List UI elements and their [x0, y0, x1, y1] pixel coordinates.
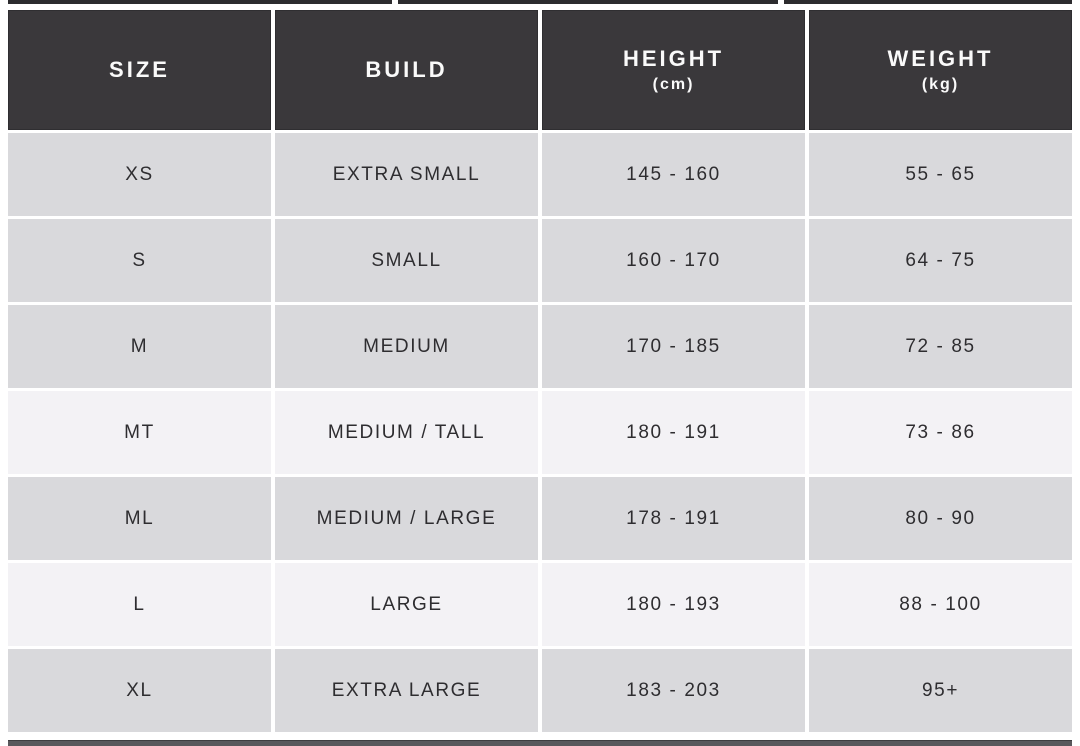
- table-cell-height: 178 - 191: [542, 477, 805, 560]
- table-cell-size: ML: [8, 477, 271, 560]
- table-cell-weight: 73 - 86: [809, 391, 1072, 474]
- table-cell-build: MEDIUM / TALL: [275, 391, 538, 474]
- table-cell-weight: 55 - 65: [809, 133, 1072, 216]
- table-cell-size: XS: [8, 133, 271, 216]
- table-cell-weight: 88 - 100: [809, 563, 1072, 646]
- size-chart-table: [8, 10, 1072, 732]
- column-header-label: HEIGHT: [622, 45, 725, 71]
- top-cutoff-strip-segment: [398, 0, 778, 4]
- table-cell-height: 183 - 203: [542, 649, 805, 732]
- table-cell-height: 145 - 160: [542, 133, 805, 216]
- table-cell-height: 180 - 191: [542, 391, 805, 474]
- table-cell-height: 160 - 170: [542, 219, 805, 302]
- table-cell-build: EXTRA SMALL: [275, 133, 538, 216]
- table-cell-build: MEDIUM / LARGE: [275, 477, 538, 560]
- column-header-size: [8, 10, 271, 130]
- table-cell-weight: 64 - 75: [809, 219, 1072, 302]
- bottom-cutoff-strip: [8, 740, 1072, 746]
- table-cell-size: XL: [8, 649, 271, 732]
- table-cell-build: EXTRA LARGE: [275, 649, 538, 732]
- column-header-label: SIZE: [109, 56, 170, 82]
- table-cell-build: MEDIUM: [275, 305, 538, 388]
- column-header-weight: [809, 10, 1072, 130]
- table-cell-weight: 95+: [809, 649, 1072, 732]
- table-cell-size: M: [8, 305, 271, 388]
- table-cell-height: 170 - 185: [542, 305, 805, 388]
- table-cell-build: SMALL: [275, 219, 538, 302]
- table-cell-height: 180 - 193: [542, 563, 805, 646]
- column-header-build: [275, 10, 538, 130]
- column-header-unit: (kg): [921, 76, 960, 94]
- column-header-label: BUILD: [365, 56, 448, 82]
- column-header-label: WEIGHT: [887, 45, 994, 71]
- table-cell-size: S: [8, 219, 271, 302]
- table-cell-build: LARGE: [275, 563, 538, 646]
- table-cell-weight: 80 - 90: [809, 477, 1072, 560]
- top-cutoff-strip-segment: [784, 0, 1072, 4]
- table-cell-weight: 72 - 85: [809, 305, 1072, 388]
- table-cell-size: L: [8, 563, 271, 646]
- top-cutoff-strip-segment: [8, 0, 392, 4]
- column-header-height: [542, 10, 805, 130]
- table-cell-size: MT: [8, 391, 271, 474]
- column-header-unit: (cm): [652, 76, 695, 94]
